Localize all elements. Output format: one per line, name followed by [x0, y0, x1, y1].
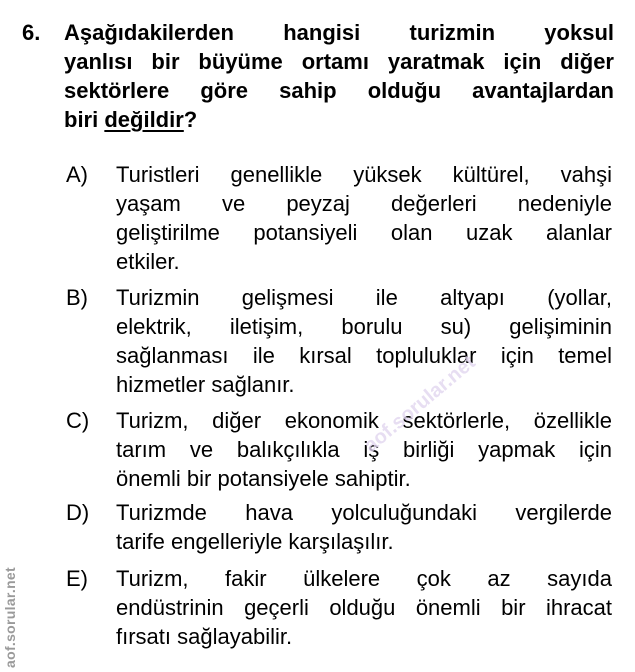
option-line: endüstrinin geçerli olduğu önemli bir ihracat — [116, 595, 612, 620]
question-emphasis: değildir — [104, 107, 184, 132]
option-text — [116, 498, 612, 556]
option-line: Turizm, fakir ülkelere çok az sayıda — [116, 566, 612, 591]
option-letter: A) — [66, 162, 88, 187]
option-line: fırsatı sağlayabilir. — [116, 624, 293, 649]
option-line: tarım ve balıkçılıkla iş birliği yapmak için — [116, 437, 612, 462]
question-line-last — [64, 105, 614, 134]
option-line: yaşam ve peyzaj değerleri nedeniyle — [116, 191, 612, 216]
option-line: Turizm, diğer ekonomik sektörlerle, özellikle — [116, 408, 612, 433]
question-mark: ? — [183, 107, 198, 132]
option-letter: E) — [66, 566, 88, 591]
option-line: önemli bir potansiyele sahiptir. — [116, 466, 411, 491]
option-line: Turizmin gelişmesi ile altyapı (yollar, — [116, 285, 612, 310]
center-watermark: aof.sorular.net — [360, 351, 480, 457]
question-line: sektörlere göre sahip olduğu avantajlardan — [64, 78, 614, 103]
option-letter: B) — [66, 285, 88, 310]
question-line-prefix: biri — [64, 107, 105, 132]
question-stem — [64, 18, 614, 134]
option-line: elektrik, iletişim, borulu su) gelişiminin — [116, 314, 612, 339]
option-text — [116, 406, 612, 493]
option-line: etkiler. — [116, 249, 180, 274]
option-text — [116, 564, 612, 651]
option-letter: C) — [66, 408, 90, 433]
option-text — [116, 160, 612, 276]
option-line: hizmetler sağlanır. — [116, 372, 295, 397]
option-letter: D) — [66, 500, 90, 525]
option-line: Turizmde hava yolculuğundaki vergilerde — [116, 500, 612, 525]
side-watermark: aof.sorular.net — [2, 567, 18, 668]
option-line: tarife engelleriyle karşılaşılır. — [116, 529, 394, 554]
question-number: 6. — [22, 20, 41, 45]
option-line: sağlanması ile kırsal topluluklar için temel — [116, 343, 612, 368]
option-text — [116, 283, 612, 399]
question-line: yanlısı bir büyüme ortamı yaratmak için diğer — [64, 49, 614, 74]
question-line: Aşağıdakilerden hangisi turizmin yoksul — [64, 20, 614, 45]
option-line: Turistleri genellikle yüksek kültürel, vahşi — [116, 162, 612, 187]
option-line: geliştirilme potansiyeli olan uzak alanlar — [116, 220, 612, 245]
